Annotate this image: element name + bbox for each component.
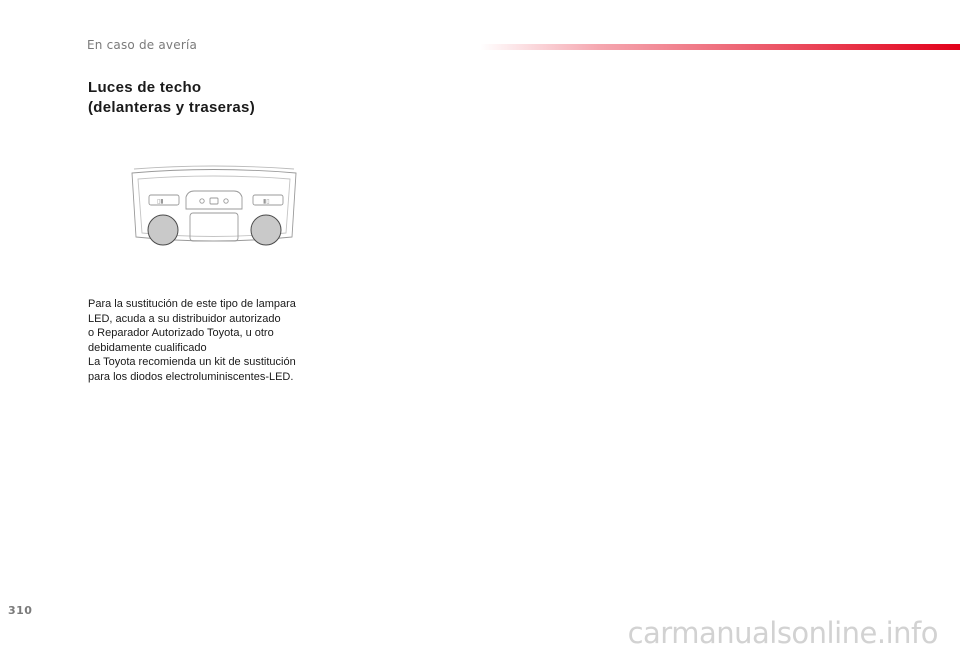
left-switch xyxy=(149,195,179,205)
body-line: La Toyota recomienda un kit de sustitución xyxy=(88,356,296,368)
title-line-2: (delanteras y traseras) xyxy=(88,99,255,116)
housing-top-rim xyxy=(134,166,294,169)
page-number: 310 xyxy=(8,604,33,617)
left-lamp xyxy=(148,215,178,245)
central-console xyxy=(186,191,242,209)
watermark: carmanualsonline.info xyxy=(627,616,938,650)
right-lamp xyxy=(251,215,281,245)
svg-text:▯▮: ▯▮ xyxy=(157,198,164,205)
header-accent-bar xyxy=(480,44,960,50)
ceiling-light-unit-icon xyxy=(126,163,301,255)
body-line: Para la sustitución de este tipo de lampara xyxy=(88,298,296,310)
title-line-1: Luces de techo xyxy=(88,79,202,96)
body-line: debidamente cualificado xyxy=(88,341,207,354)
section-header: En caso de avería xyxy=(87,38,198,52)
ceiling-light-illustration xyxy=(126,163,301,255)
svg-text:▮▯: ▮▯ xyxy=(263,198,270,205)
body-paragraph xyxy=(88,297,338,384)
page-title xyxy=(88,78,255,118)
body-line: o Reparador Autorizado Toyota, u otro xyxy=(88,327,274,339)
body-line: para los diodos electroluminiscentes-LED. xyxy=(88,370,294,383)
body-line: LED, acuda a su distribuidor autorizado xyxy=(88,312,281,325)
